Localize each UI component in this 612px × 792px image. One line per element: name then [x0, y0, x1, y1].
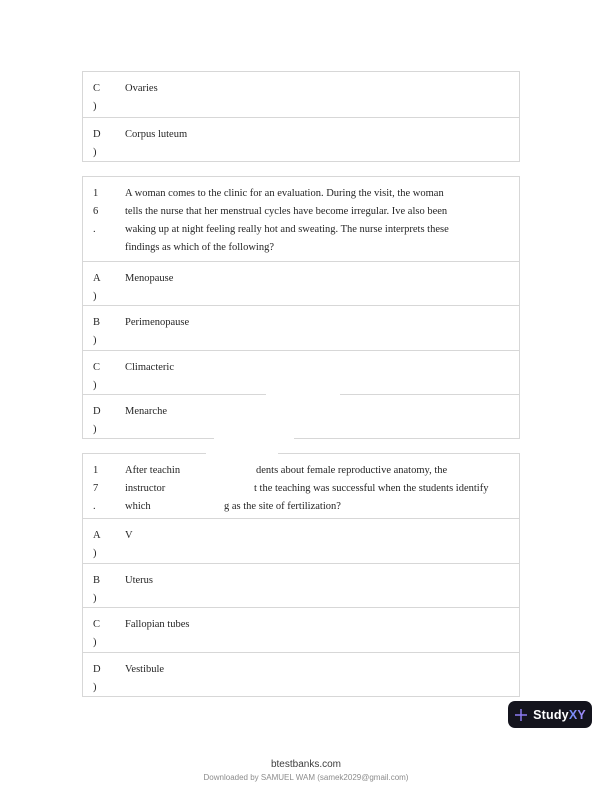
question-number-line: .	[93, 224, 96, 235]
option-label	[83, 72, 125, 117]
option-label	[83, 262, 125, 305]
question-text	[125, 454, 519, 518]
option-letter: C	[93, 362, 101, 373]
whiteout-blob	[266, 386, 340, 398]
text-fragment-left: instructor	[125, 483, 166, 494]
option-paren: )	[93, 682, 97, 693]
question-number	[83, 454, 125, 518]
option-label	[83, 564, 125, 607]
footer-site-name: btestbanks.com	[270, 759, 342, 770]
table-row	[83, 518, 519, 563]
option-label	[83, 118, 125, 161]
brand-study: Study	[533, 707, 569, 722]
option-paren: )	[93, 637, 97, 648]
question-text-line: findings as which of the following?	[125, 242, 275, 253]
question-text-line: waking up at night feeling really hot and sweating. The nurse interprets these	[125, 224, 449, 235]
option-paren: )	[93, 291, 97, 302]
question-row	[83, 177, 519, 261]
question-row	[83, 454, 519, 518]
question-text-line	[125, 480, 513, 498]
option-paren: )	[93, 380, 97, 391]
brand-xy: XY	[568, 707, 586, 722]
brand-text	[533, 708, 586, 722]
question-17-table	[82, 453, 520, 697]
table-row	[83, 305, 519, 350]
question-text	[125, 177, 519, 261]
question-text-line	[125, 498, 513, 516]
option-text: Climacteric	[125, 362, 174, 373]
table-row	[83, 117, 519, 161]
option-text: V	[125, 530, 133, 541]
option-text: Uterus	[125, 575, 153, 586]
option-letter: D	[93, 664, 101, 675]
option-label	[83, 306, 125, 350]
option-paren: )	[93, 147, 97, 158]
footer-download-note: Downloaded by SAMUEL WAM (samek2029@gmail.com)	[203, 773, 409, 782]
option-text: Menopause	[125, 273, 174, 284]
question-text-line	[125, 462, 513, 480]
option-text: Ovaries	[125, 83, 158, 94]
table-row	[83, 394, 519, 438]
question-number	[83, 177, 125, 261]
whiteout-blob	[206, 448, 278, 459]
question-number-line: 1	[93, 188, 99, 199]
text-fragment-left: After teachin	[125, 465, 181, 476]
option-label	[83, 351, 125, 394]
option-paren: )	[93, 101, 97, 112]
table-row	[83, 72, 519, 117]
table-row	[83, 607, 519, 652]
option-letter: D	[93, 129, 101, 140]
option-paren: )	[93, 335, 97, 346]
option-paren: )	[93, 548, 97, 559]
table-row	[83, 261, 519, 305]
question-number-line: 7	[93, 483, 99, 494]
question-text-line: tells the nurse that her menstrual cycles have become irregular. Ive also been	[125, 206, 448, 217]
text-fragment-right: t the teaching was successful when the students identify	[254, 483, 489, 494]
text-fragment-right: dents about female reproductive anatomy, the	[256, 465, 448, 476]
question-number-line: 6	[93, 206, 99, 217]
plus-icon	[514, 708, 528, 722]
option-letter: D	[93, 406, 101, 417]
option-text: Vestibule	[125, 664, 165, 675]
option-letter: A	[93, 273, 101, 284]
option-label	[83, 608, 125, 652]
option-paren: )	[93, 424, 97, 435]
text-fragment-left: which	[125, 501, 151, 512]
question-number-line: .	[93, 501, 96, 512]
option-label	[83, 519, 125, 563]
whiteout-blob	[214, 431, 294, 443]
option-text: Menarche	[125, 406, 167, 417]
option-letter: B	[93, 317, 101, 328]
question-number-line: 1	[93, 465, 99, 476]
text-fragment-right: g as the site of fertilization?	[224, 501, 341, 512]
option-text: Perimenopause	[125, 317, 190, 328]
option-letter: A	[93, 530, 101, 541]
table-row	[83, 652, 519, 696]
table-row	[83, 563, 519, 607]
option-label	[83, 653, 125, 696]
options-table-continued	[82, 71, 520, 162]
option-paren: )	[93, 593, 97, 604]
question-16-table	[82, 176, 520, 439]
option-letter: B	[93, 575, 101, 586]
option-label	[83, 395, 125, 438]
studyxy-badge[interactable]	[508, 701, 592, 728]
option-text: Corpus luteum	[125, 129, 188, 140]
question-text-line: A woman comes to the clinic for an evaluation. During the visit, the woman	[125, 188, 444, 199]
option-letter: C	[93, 83, 101, 94]
option-text: Fallopian tubes	[125, 619, 190, 630]
option-letter: C	[93, 619, 101, 630]
